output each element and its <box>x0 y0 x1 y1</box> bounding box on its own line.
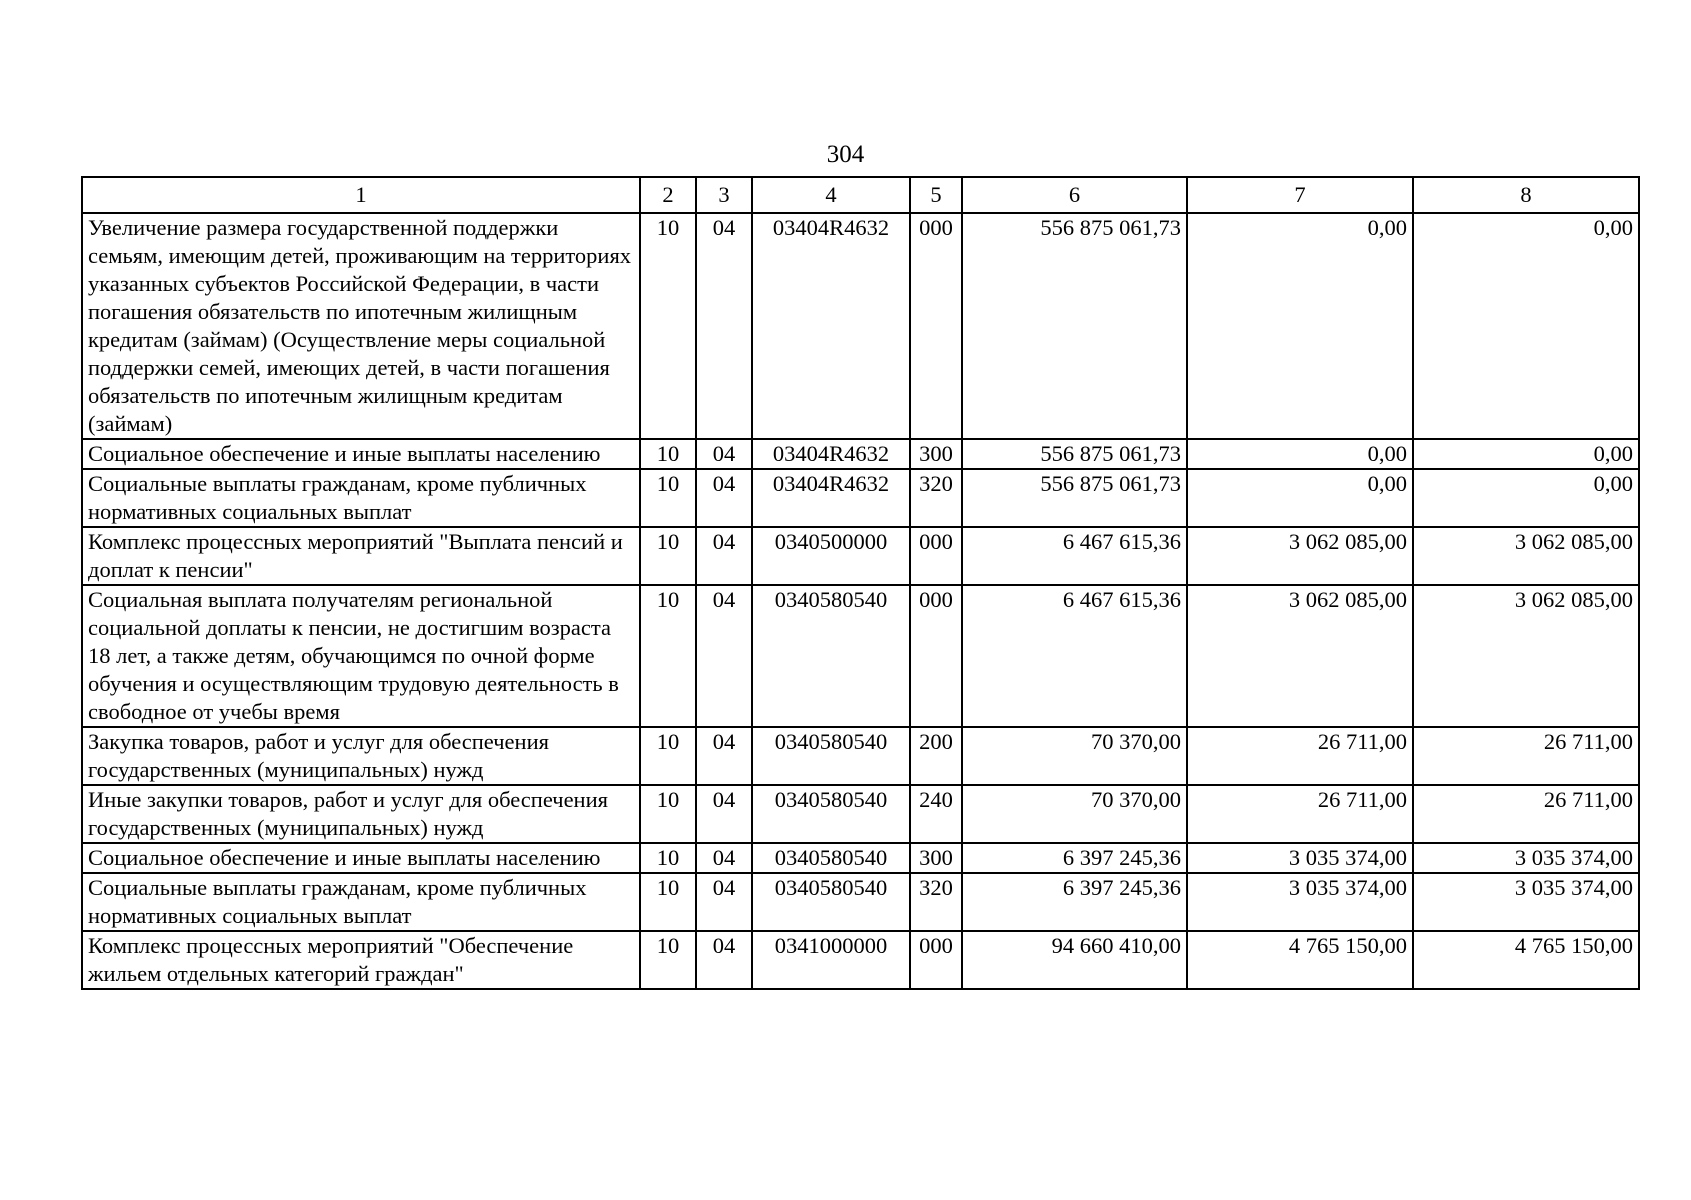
amount-col-6: 70 370,00 <box>962 785 1187 843</box>
row-name: Социальная выплата получателям региональной социальной доплаты к пенсии, не достигшим возраста 18 лет, а также детям, обучающимся по очной форме обучения и осуществляющим трудовую деятельность в свободное от учебы время <box>82 585 640 727</box>
amount-col-7: 3 035 374,00 <box>1187 873 1413 931</box>
amount-col-8: 4 765 150,00 <box>1413 931 1639 989</box>
column-header: 1 <box>82 177 640 213</box>
amount-col-6: 6 397 245,36 <box>962 873 1187 931</box>
column-header: 4 <box>752 177 910 213</box>
expense-type-code: 300 <box>910 439 962 469</box>
table-row <box>82 213 1639 439</box>
amount-col-8: 3 035 374,00 <box>1413 873 1639 931</box>
subsection-code: 04 <box>696 213 752 439</box>
amount-col-7: 26 711,00 <box>1187 727 1413 785</box>
amount-col-7: 3 035 374,00 <box>1187 843 1413 873</box>
column-header: 2 <box>640 177 696 213</box>
subsection-code: 04 <box>696 585 752 727</box>
table-row <box>82 873 1639 931</box>
section-code: 10 <box>640 527 696 585</box>
amount-col-6: 6 397 245,36 <box>962 843 1187 873</box>
table-row <box>82 585 1639 727</box>
row-name: Социальные выплаты гражданам, кроме публичных нормативных социальных выплат <box>82 873 640 931</box>
section-code: 10 <box>640 469 696 527</box>
subsection-code: 04 <box>696 469 752 527</box>
column-header: 3 <box>696 177 752 213</box>
subsection-code: 04 <box>696 785 752 843</box>
page-number: 304 <box>826 141 865 168</box>
amount-col-6: 556 875 061,73 <box>962 439 1187 469</box>
expense-type-code: 200 <box>910 727 962 785</box>
amount-col-8: 3 035 374,00 <box>1413 843 1639 873</box>
amount-col-7: 0,00 <box>1187 439 1413 469</box>
section-code: 10 <box>640 785 696 843</box>
column-header: 7 <box>1187 177 1413 213</box>
row-name: Социальное обеспечение и иные выплаты населению <box>82 439 640 469</box>
amount-col-7: 3 062 085,00 <box>1187 585 1413 727</box>
amount-col-6: 556 875 061,73 <box>962 213 1187 439</box>
budget-table <box>81 176 1640 990</box>
subsection-code: 04 <box>696 843 752 873</box>
target-article-code: 0340580540 <box>752 585 910 727</box>
target-article-code: 0340580540 <box>752 843 910 873</box>
table-row <box>82 931 1639 989</box>
row-name: Закупка товаров, работ и услуг для обеспечения государственных (муниципальных) нужд <box>82 727 640 785</box>
section-code: 10 <box>640 931 696 989</box>
expense-type-code: 000 <box>910 585 962 727</box>
expense-type-code: 320 <box>910 469 962 527</box>
amount-col-8: 3 062 085,00 <box>1413 527 1639 585</box>
subsection-code: 04 <box>696 931 752 989</box>
amount-col-8: 3 062 085,00 <box>1413 585 1639 727</box>
amount-col-8: 0,00 <box>1413 439 1639 469</box>
table-row <box>82 727 1639 785</box>
expense-type-code: 240 <box>910 785 962 843</box>
amount-col-6: 94 660 410,00 <box>962 931 1187 989</box>
amount-col-8: 26 711,00 <box>1413 785 1639 843</box>
row-name: Увеличение размера государственной поддержки семьям, имеющим детей, проживающим на территориях указанных субъектов Российской Федерации, в части погашения обязательств по ипотечным жилищным кредитам (займам) (Осуществление меры социальной поддержки семей, имеющих детей, в части погашения обязательств по ипотечным жилищным кредитам (займам) <box>82 213 640 439</box>
table-row <box>82 527 1639 585</box>
row-name: Комплекс процессных мероприятий "Обеспечение жильем отдельных категорий граждан" <box>82 931 640 989</box>
row-name: Иные закупки товаров, работ и услуг для обеспечения государственных (муниципальных) нужд <box>82 785 640 843</box>
amount-col-8: 26 711,00 <box>1413 727 1639 785</box>
subsection-code: 04 <box>696 727 752 785</box>
expense-type-code: 000 <box>910 931 962 989</box>
target-article-code: 03404R4632 <box>752 469 910 527</box>
target-article-code: 0341000000 <box>752 931 910 989</box>
amount-col-7: 26 711,00 <box>1187 785 1413 843</box>
amount-col-7: 0,00 <box>1187 469 1413 527</box>
target-article-code: 03404R4632 <box>752 439 910 469</box>
amount-col-6: 6 467 615,36 <box>962 585 1187 727</box>
expense-type-code: 300 <box>910 843 962 873</box>
section-code: 10 <box>640 213 696 439</box>
row-name: Социальные выплаты гражданам, кроме публичных нормативных социальных выплат <box>82 469 640 527</box>
amount-col-6: 556 875 061,73 <box>962 469 1187 527</box>
subsection-code: 04 <box>696 527 752 585</box>
table-row <box>82 469 1639 527</box>
subsection-code: 04 <box>696 873 752 931</box>
amount-col-7: 0,00 <box>1187 213 1413 439</box>
column-header: 8 <box>1413 177 1639 213</box>
target-article-code: 0340580540 <box>752 873 910 931</box>
row-name: Комплекс процессных мероприятий "Выплата пенсий и доплат к пенсии" <box>82 527 640 585</box>
amount-col-7: 4 765 150,00 <box>1187 931 1413 989</box>
subsection-code: 04 <box>696 439 752 469</box>
column-header: 6 <box>962 177 1187 213</box>
target-article-code: 03404R4632 <box>752 213 910 439</box>
column-header: 5 <box>910 177 962 213</box>
table-row <box>82 439 1639 469</box>
amount-col-6: 70 370,00 <box>962 727 1187 785</box>
target-article-code: 0340580540 <box>752 727 910 785</box>
target-article-code: 0340500000 <box>752 527 910 585</box>
amount-col-6: 6 467 615,36 <box>962 527 1187 585</box>
target-article-code: 0340580540 <box>752 785 910 843</box>
section-code: 10 <box>640 727 696 785</box>
header-row <box>82 177 1639 213</box>
section-code: 10 <box>640 585 696 727</box>
section-code: 10 <box>640 439 696 469</box>
expense-type-code: 000 <box>910 527 962 585</box>
table-row <box>82 785 1639 843</box>
amount-col-8: 0,00 <box>1413 213 1639 439</box>
expense-type-code: 000 <box>910 213 962 439</box>
expense-type-code: 320 <box>910 873 962 931</box>
amount-col-8: 0,00 <box>1413 469 1639 527</box>
section-code: 10 <box>640 843 696 873</box>
row-name: Социальное обеспечение и иные выплаты населению <box>82 843 640 873</box>
amount-col-7: 3 062 085,00 <box>1187 527 1413 585</box>
table-row <box>82 843 1639 873</box>
section-code: 10 <box>640 873 696 931</box>
